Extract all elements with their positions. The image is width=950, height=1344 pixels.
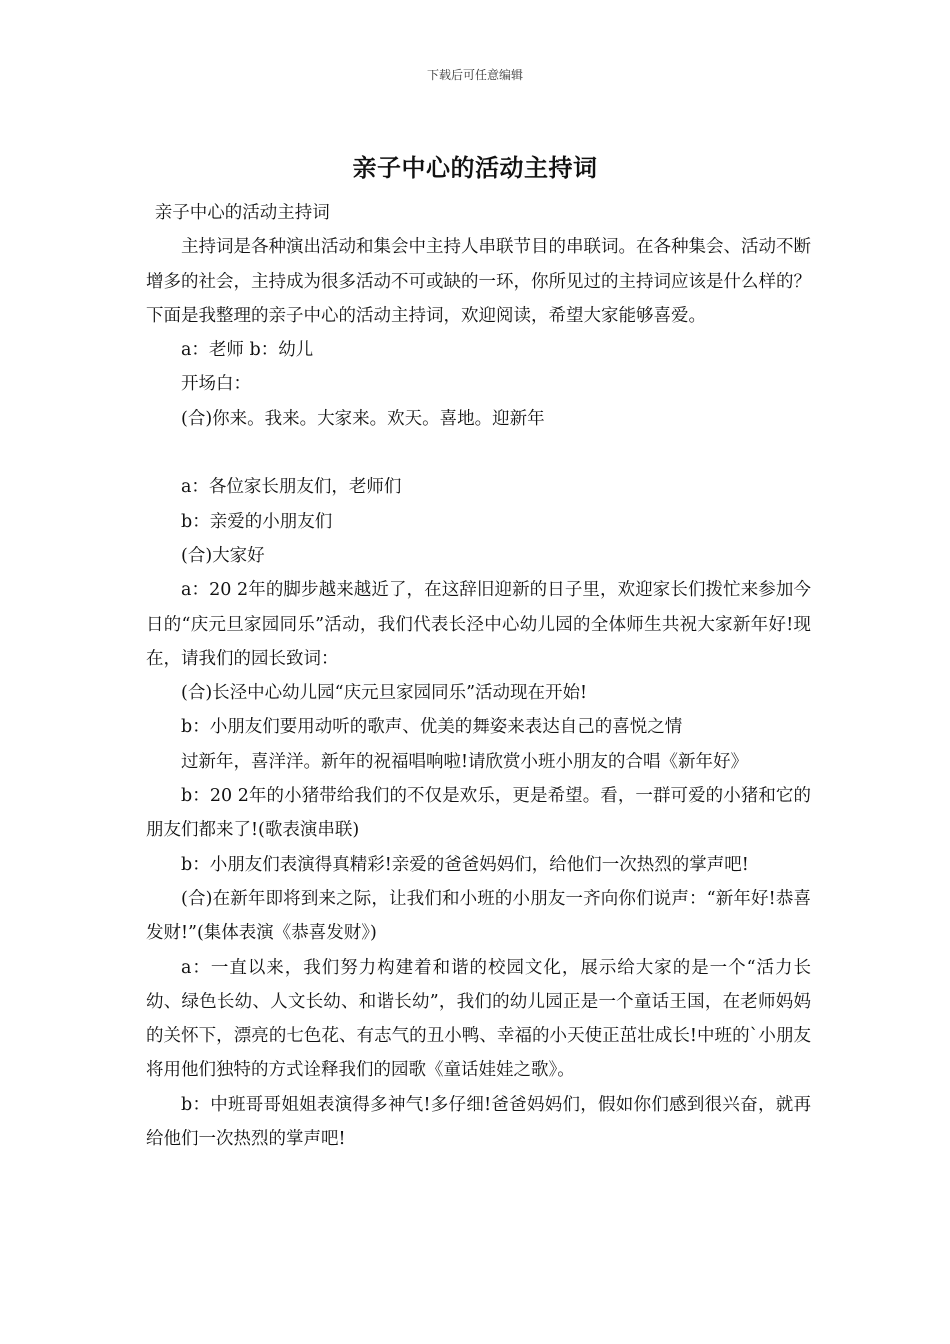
paragraph-opening-line: (合)你来。我来。大家来。欢天。喜地。迎新年 xyxy=(181,408,545,429)
paragraph-roles: a：老师 b：幼儿 xyxy=(181,340,314,361)
paragraph: a：各位家长朋友们，老师们 xyxy=(181,477,402,498)
header-note: 下载后可任意编辑 xyxy=(426,68,523,82)
paragraph: 过新年，喜洋洋。新年的祝福唱响啦!请欣赏小班小朋友的合唱《新年好》 xyxy=(181,751,749,772)
paragraph: b：小朋友们要用动听的歌声、优美的舞姿来表达自己的喜悦之情 xyxy=(181,717,683,738)
paragraph: b：中班哥哥姐姐表演得多神气!多仔细!爸爸妈妈们，假如你们感到很兴奋，就再给他们一次热烈的掌声吧! xyxy=(146,1094,811,1150)
paragraph: b：亲爱的小朋友们 xyxy=(181,511,333,532)
paragraph: a：一直以来，我们努力构建着和谐的校园文化，展示给大家的是一个“活力长幼、绿色长幼、人文长幼、和谐长幼”，我们的幼儿园正是一个童话王国，在老师妈妈的关怀下，漂亮的七色花、有志气的丑小鸭、幸福的小天使正茁壮成长!中班的`小朋友将用他们独特的方式诠释我们的园歌《童话娃娃之歌》。 xyxy=(146,957,811,1081)
document-body xyxy=(146,196,811,1156)
paragraph: (合)长泾中心幼儿园“庆元旦家园同乐”活动现在开始! xyxy=(181,683,588,704)
paragraph-intro: 主持词是各种演出活动和集会中主持人串联节目的串联词。在各种集会、活动不断增多的社会，主持成为很多活动不可或缺的一环，你所见过的主持词应该是什么样的？下面是我整理的亲子中心的活动主持词，欢迎阅读，希望大家能够喜爱。 xyxy=(146,237,811,326)
document-title: 亲子中心的活动主持词 xyxy=(352,154,598,182)
paragraph: b：20 2年的小猪带给我们的不仅是欢乐，更是希望。看，一群可爱的小猪和它的朋友们都来了!(歌表演串联) xyxy=(146,786,811,841)
paragraph: (合)大家好 xyxy=(181,545,265,566)
paragraph: b：小朋友们表演得真精彩!亲爱的爸爸妈妈们，给他们一次热烈的掌声吧! xyxy=(181,854,749,875)
paragraph: a：20 2年的脚步越来越近了，在这辞旧迎新的日子里，欢迎家长们拨忙来参加今日的“庆元旦家园同乐”活动，我们代表长泾中心幼儿园的全体师生共祝大家新年好!现在，请我们的园长致词： xyxy=(146,580,811,669)
subtitle: 亲子中心的活动主持词 xyxy=(154,203,330,223)
paragraph-opening-label: 开场白： xyxy=(181,374,251,395)
blank-line xyxy=(146,436,811,470)
paragraph: (合)在新年即将到来之际，让我们和小班的小朋友一齐向你们说声：“新年好!恭喜发财!”(集体表演《恭喜发财》) xyxy=(146,888,811,944)
